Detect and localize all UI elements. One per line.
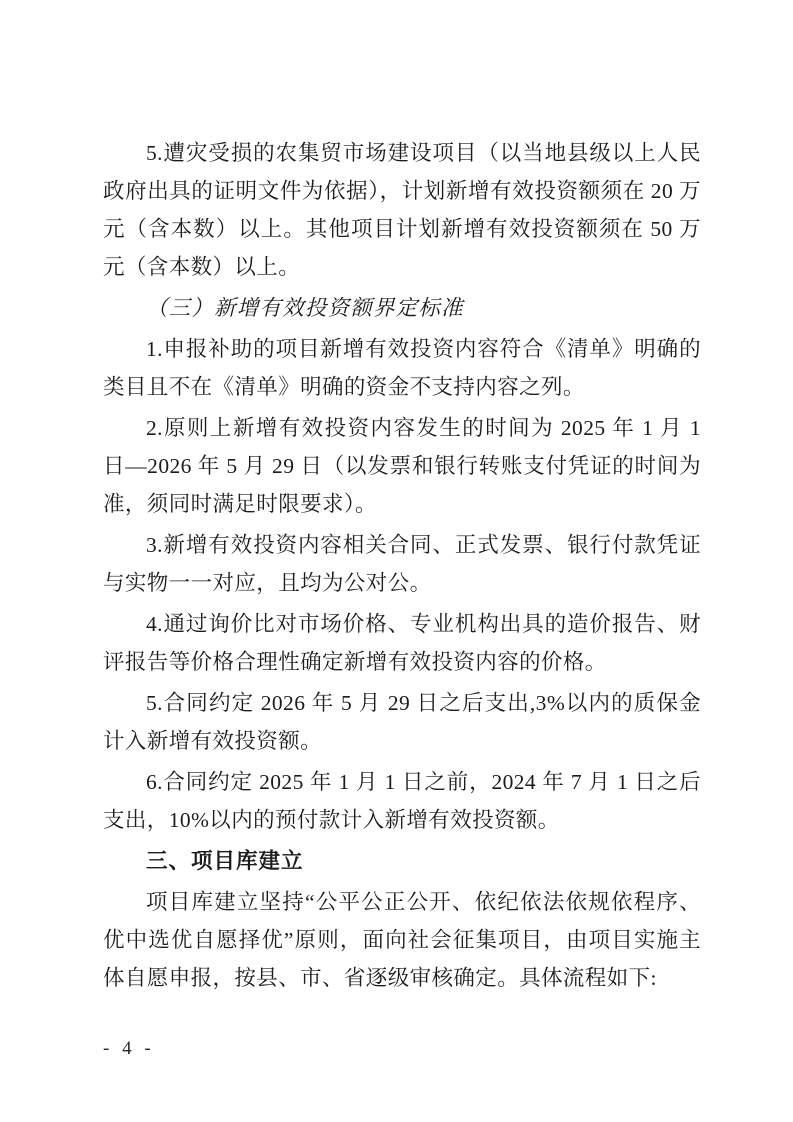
criteria-item-3: 3.新增有效投资内容相关合同、正式发票、银行付款凭证与实物一一对应，且均为公对公。 <box>103 533 701 595</box>
criteria-item-5: 5.合同约定 2026 年 5 月 29 日之后支出,3%以内的质保金计入新增有效投资额。 <box>103 691 701 753</box>
clause-2-item-5: 5.遭灾受损的农集贸市场建设项目（以当地县级以上人民政府出具的证明文件为依据），计划新增有效投资额须在 20 万元（含本数）以上。其他项目计划新增有效投资额须在 50 万元（含本数）以上。 <box>103 141 701 279</box>
chapter-heading-3-project-library: 三、项目库建立 <box>146 849 304 873</box>
criteria-item-1: 1.申报补助的项目新增有效投资内容符合《清单》明确的类目且不在《清单》明确的资金不支持内容之列。 <box>103 337 701 399</box>
criteria-item-6: 6.合同约定 2025 年 1 月 1 日之前，2024 年 7 月 1 日之后支出，10%以内的预付款计入新增有效投资额。 <box>103 770 701 832</box>
document-content <box>103 134 701 1000</box>
section-heading-3-criteria: （三）新增有效投资额界定标准 <box>146 296 464 320</box>
criteria-item-4: 4.通过询价比对市场价格、专业机构出具的造价报告、财评报告等价格合理性确定新增有效投资内容的价格。 <box>103 612 701 674</box>
project-library-intro: 项目库建立坚持“公平公正公开、依纪依法依规依程序、优中选优自愿择优”原则，面向社会征集项目，由项目实施主体自愿申报，按县、市、省逐级审核确定。具体流程如下: <box>103 890 701 990</box>
criteria-item-2: 2.原则上新增有效投资内容发生的时间为 2025 年 1 月 1 日—2026 年 5 月 29 日（以发票和银行转账支付凭证的时间为准，须同时满足时限要求）。 <box>103 416 701 516</box>
page-number: - 4 - <box>103 1038 155 1059</box>
page-footer <box>103 1038 155 1060</box>
